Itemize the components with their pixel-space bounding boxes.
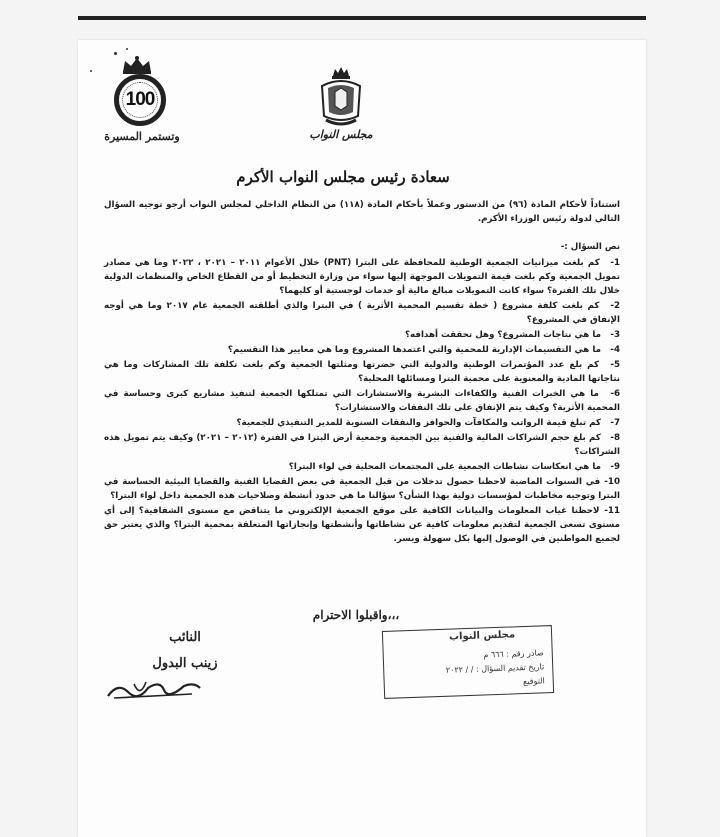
question-number: 11- (604, 506, 621, 516)
question-text: ما هي نتاجات المشروع؟ وهل تحققت أهدافه؟ (404, 330, 601, 340)
stamp-line-date: تاريخ تقديم السؤال : / / ٢٠٢٢ (445, 662, 545, 675)
crown-icon (120, 56, 154, 74)
question-text: كم بلغ عدد المؤتمرات الوطنية والدولية التي حضرتها ومثلتها الجمعية وكم بلغت تكلفة تلك المشاركات وما هي نتاجاتها المادية والمعنوية على محمية البترا ومسائلها المحلية؟ (104, 360, 620, 384)
question-text: ما هي الخبرات الفنية والكفاءات البشرية والاستشارات التي تمتلكها الجمعية لتنفيذ مشاريع كبرى وحساسة في المحمية الأثرية؟ وكيف يتم الإنفاق على تلك النفقات والاستشارات؟ (104, 389, 620, 413)
council-name: مجلس النواب (309, 128, 373, 141)
document-page (78, 40, 646, 837)
question-item (104, 328, 620, 342)
question-number: 5- (610, 360, 620, 370)
question-number: 4- (610, 345, 620, 355)
question-item (104, 358, 620, 386)
question-number: 9- (610, 462, 620, 472)
question-item (104, 256, 620, 298)
centennial-logo (94, 54, 184, 150)
question-text: كم بلغت كلفة مشروع ( خطة تقسيم المحمية الأثرية ) في البترا والذي أطلقته الجمعية عام ٢٠١٧ وما هي أوجه الإنفاق في المشروع؟ (104, 301, 620, 325)
document-body (104, 198, 620, 547)
signer-title: النائب (169, 630, 201, 645)
viewer-top-bar (78, 16, 646, 20)
coat-of-arms-icon (320, 66, 362, 128)
closing-line: واقبلوا الاحترام،،، (312, 608, 400, 622)
scan-speck (126, 48, 128, 50)
stamp-line-signature: التوقيع (522, 676, 545, 687)
question-number: 6- (610, 389, 620, 399)
centennial-caption: وتستمر المسيرة (104, 130, 180, 143)
question-item (104, 343, 620, 357)
question-text: كم بلغت ميزانيات الجمعية الوطنية للمحافظة على البترا (PNT) خلال الأعوام ٢٠١١ – ٢٠٢١ ، ٢٠٢٢ وما هي مصادر تمويل الجمعية وكم بلغت قيمة التمويلات الموجهة إليها سواء من وزارة التخطيط أو من القطاع الخاص والمنظمات الدولية خلال تلك الفترة؟ سواء كانت التمويلات مبالغ مالية أو خدمات لوجستية أو كليهما؟ (104, 258, 620, 296)
signer-name: زينب البدول (152, 656, 218, 671)
centennial-number: 100 (125, 89, 155, 110)
registry-stamp (382, 625, 554, 699)
question-item (104, 460, 620, 474)
stamp-title: مجلس النواب (448, 629, 516, 643)
badge-ring (122, 82, 158, 118)
question-text: في السنوات الماضية لاحظنا حصول تدخلات من قبل الجمعية في بعض القضايا الفنية والقضايا البيئية الحساسة في البترا وتوجيه مخاطبات لمؤسسات دولية بهذا الشأن؟ سؤالنا ما هي حدود أنشطة وصلاحيات هذه الجمعية داخل لواء البترا؟ (104, 477, 620, 501)
question-text: كم تبلغ قيمة الرواتب والمكافآت والحوافز والنفقات السنوية للمدير التنفيذي للجمعية؟ (236, 418, 601, 428)
question-heading: نص السؤال :- (560, 242, 620, 252)
question-number: 1- (610, 258, 620, 268)
question-number: 2- (610, 301, 620, 311)
question-item (104, 299, 620, 327)
question-list (104, 256, 620, 546)
question-number: 8- (610, 433, 621, 443)
question-text: ما هي انعكاسات نشاطات الجمعية على المجتمعات المحلية في لواء البترا؟ (288, 462, 601, 472)
question-number: 7- (610, 418, 620, 428)
question-number: 10- (604, 477, 620, 487)
handwritten-signature-icon (104, 676, 204, 702)
question-item (104, 387, 620, 415)
question-text: لاحظنا غياب المعلومات والبيانات الكافية على موقع الجمعية الإلكتروني ما يتناقض مع مستوى الشفافية؟ إلى أي مستوى تسعى الجمعية لتقديم معلومات كافية عن نشاطاتها وأنشطتها وإنجازاتها المتعلقة بمحمية البترا؟ والذي يعتبر حق لجميع المواطنين في الوصول إليها بكل سهولة ويسر. (104, 506, 620, 544)
question-number: 3- (610, 330, 620, 340)
question-item (104, 431, 620, 459)
question-item (104, 504, 620, 546)
scan-speck (90, 70, 92, 72)
intro-paragraph: استناداً لأحكام المادة (٩٦) من الدستور وعملاً بأحكام المادة (١١٨) من النظام الداخلي لمجلس النواب أرجو توجيه السؤال التالي لدولة رئيس الوزراء الأكرم. (104, 200, 621, 224)
salutation: سعادة رئيس مجلس النواب الأكرم (236, 168, 450, 186)
centennial-badge (114, 74, 166, 126)
stamp-line-number: صادر رقم : ٦٦٦ م (483, 648, 544, 660)
question-text: ما هي التقسيمات الإدارية للمحمية والتي اعتمدها المشروع وما هي معايير هذا التقسيم؟ (227, 345, 601, 355)
question-item (104, 416, 620, 430)
question-item (104, 475, 620, 503)
question-text: كم بلغ حجم الشراكات المالية والفنية بين الجمعية وجمعية أرض البترا في الفترة (٢٠١٢ – ٢٠٢١) وكيف يتم تمويل هذه الشراكات؟ (104, 433, 620, 457)
